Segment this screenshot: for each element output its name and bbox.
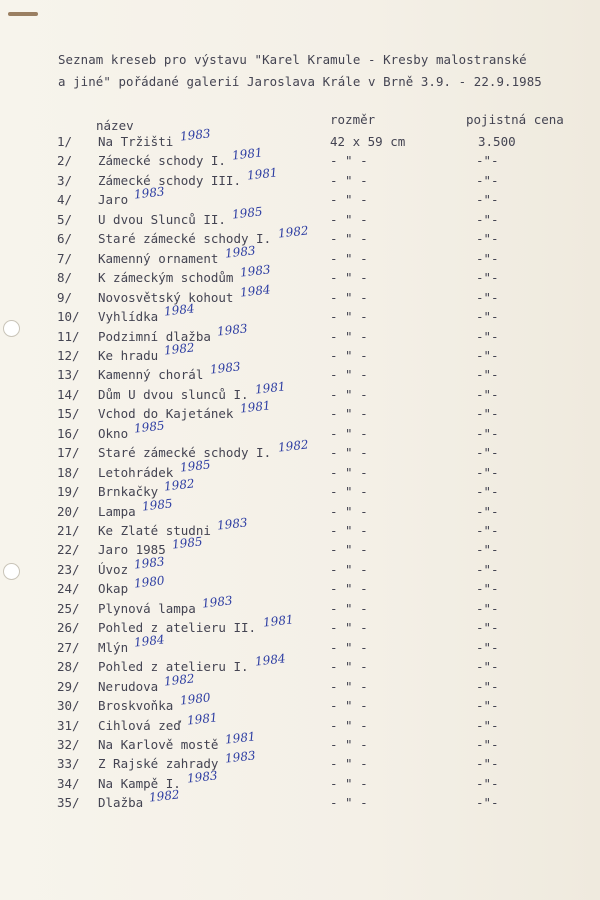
item-title: Ke hradu bbox=[98, 347, 159, 363]
item-number: 13/ bbox=[57, 367, 80, 383]
item-insurance-price: -"- bbox=[476, 639, 499, 655]
list-item bbox=[0, 709, 600, 738]
list-item bbox=[0, 632, 600, 660]
item-year-handwritten: 1982 bbox=[163, 671, 196, 689]
item-insurance-price: -"- bbox=[476, 386, 499, 402]
item-insurance-price: -"- bbox=[476, 192, 499, 208]
item-title: K zámeckým schodům bbox=[98, 270, 234, 286]
item-insurance-price: -"- bbox=[476, 581, 499, 597]
item-insurance-price: -"- bbox=[476, 231, 499, 247]
item-size: - " - bbox=[330, 231, 368, 247]
item-year-handwritten: 1981 bbox=[186, 709, 219, 728]
item-insurance-price: -"- bbox=[476, 484, 499, 500]
item-title: Staré zámecké schody I. bbox=[98, 445, 272, 461]
item-insurance-price: -"- bbox=[476, 600, 499, 616]
item-number: 4/ bbox=[57, 192, 73, 208]
item-title: Dlažba bbox=[98, 795, 144, 811]
item-size: - " - bbox=[330, 192, 368, 208]
item-title: Mlýn bbox=[98, 639, 129, 655]
item-number: 2/ bbox=[57, 153, 73, 169]
item-year-handwritten: 1983 bbox=[216, 515, 249, 533]
item-number: 30/ bbox=[57, 698, 80, 714]
item-year-handwritten: 1985 bbox=[171, 534, 204, 552]
item-title: Kamenný chorál bbox=[98, 367, 204, 383]
item-title: Pohled z atelieru I. bbox=[98, 659, 249, 675]
item-number: 21/ bbox=[57, 523, 80, 538]
list-item bbox=[0, 340, 600, 368]
item-size: - " - bbox=[330, 600, 368, 616]
item-number: 23/ bbox=[57, 561, 80, 577]
item-year-handwritten: 1981 bbox=[239, 398, 272, 416]
item-number: 24/ bbox=[57, 581, 80, 597]
item-year-handwritten: 1981 bbox=[261, 612, 294, 630]
item-size: - " - bbox=[330, 698, 368, 714]
item-insurance-price: -"- bbox=[476, 717, 499, 733]
item-year-handwritten: 1983 bbox=[133, 184, 166, 202]
list-item bbox=[0, 301, 600, 329]
item-title: Nerudova bbox=[98, 678, 159, 694]
item-size: - " - bbox=[330, 523, 368, 538]
item-number: 3/ bbox=[57, 172, 73, 188]
item-insurance-price: -"- bbox=[476, 464, 499, 480]
item-number: 6/ bbox=[57, 231, 73, 247]
item-title: Vyhlídka bbox=[98, 309, 159, 325]
item-number: 28/ bbox=[57, 659, 80, 675]
column-header-name: název bbox=[96, 118, 134, 133]
item-title: Cihlová zeď bbox=[98, 717, 181, 733]
item-size: - " - bbox=[330, 211, 368, 227]
item-insurance-price: -"- bbox=[476, 795, 499, 811]
item-year-handwritten: 1983 bbox=[239, 262, 272, 280]
item-insurance-price: -"- bbox=[476, 153, 499, 169]
item-year-handwritten: 1981 bbox=[254, 379, 287, 397]
item-number: 18/ bbox=[57, 464, 80, 480]
list-item bbox=[0, 534, 600, 562]
list-item bbox=[0, 593, 600, 621]
item-size: - " - bbox=[330, 367, 368, 383]
item-year-handwritten: 1982 bbox=[276, 223, 309, 241]
item-number: 8/ bbox=[57, 270, 73, 286]
item-year-handwritten: 1984 bbox=[239, 282, 272, 300]
item-title: Podzimní dlažba bbox=[98, 328, 211, 344]
list-item bbox=[0, 787, 600, 815]
list-item bbox=[0, 379, 600, 407]
list-item bbox=[0, 262, 600, 290]
item-number: 31/ bbox=[57, 717, 80, 733]
list-item bbox=[0, 126, 600, 154]
list-item bbox=[0, 768, 600, 796]
item-year-handwritten: 1983 bbox=[224, 748, 256, 766]
item-number: 17/ bbox=[57, 445, 80, 461]
item-year-handwritten: 1981 bbox=[231, 145, 264, 163]
item-year-handwritten: 1983 bbox=[186, 768, 219, 786]
item-number: 16/ bbox=[57, 425, 80, 441]
item-number: 5/ bbox=[57, 211, 73, 227]
list-item bbox=[0, 437, 600, 465]
item-insurance-price: -"- bbox=[476, 328, 499, 344]
item-year-handwritten: 1982 bbox=[163, 340, 196, 358]
item-size: - " - bbox=[330, 561, 368, 577]
item-year-handwritten: 1981 bbox=[224, 729, 256, 747]
item-size: - " - bbox=[330, 309, 368, 325]
item-size: - " - bbox=[330, 172, 368, 188]
item-title: Broskvoňka bbox=[98, 698, 174, 714]
item-number: 11/ bbox=[57, 328, 80, 344]
item-size: - " - bbox=[330, 484, 368, 500]
item-title: Novosvětský kohout bbox=[98, 289, 234, 305]
list-item bbox=[0, 320, 600, 349]
item-insurance-price: -"- bbox=[476, 678, 499, 694]
item-insurance-price: -"- bbox=[476, 425, 499, 441]
list-item bbox=[0, 476, 600, 504]
item-number: 25/ bbox=[57, 600, 80, 616]
item-number: 7/ bbox=[57, 250, 73, 266]
item-title: Lampa bbox=[98, 503, 136, 519]
item-year-handwritten: 1982 bbox=[163, 476, 196, 494]
item-year-handwritten: 1981 bbox=[246, 165, 279, 183]
list-item bbox=[0, 145, 600, 173]
item-title: Letohrádek bbox=[98, 464, 174, 480]
item-insurance-price: -"- bbox=[476, 172, 499, 188]
list-item bbox=[0, 184, 600, 212]
item-size: - " - bbox=[330, 775, 368, 791]
item-size: - " - bbox=[330, 639, 368, 655]
item-insurance-price: -"- bbox=[476, 503, 499, 519]
item-size: - " - bbox=[330, 445, 368, 461]
item-number: 14/ bbox=[57, 386, 80, 402]
list-item bbox=[0, 554, 600, 582]
item-size: - " - bbox=[330, 581, 368, 597]
item-insurance-price: -"- bbox=[476, 523, 499, 538]
item-year-handwritten: 1984 bbox=[133, 632, 166, 650]
item-title: Plynová lampa bbox=[98, 600, 196, 616]
item-number: 26/ bbox=[57, 620, 80, 636]
item-title: Na Kampě I. bbox=[98, 775, 181, 791]
item-title: Z Rajské zahrady bbox=[98, 756, 219, 772]
item-title: Jaro bbox=[98, 192, 129, 208]
list-item bbox=[0, 748, 600, 776]
list-item bbox=[0, 573, 600, 601]
item-insurance-price: -"- bbox=[476, 367, 499, 383]
column-header-size: rozměr bbox=[330, 112, 376, 127]
list-item bbox=[0, 729, 600, 757]
item-year-handwritten: 1985 bbox=[178, 457, 211, 475]
list-item bbox=[0, 398, 600, 426]
item-size: - " - bbox=[330, 717, 368, 733]
item-year-handwritten: 1984 bbox=[254, 651, 287, 669]
item-number: 27/ bbox=[57, 639, 80, 655]
item-size: - " - bbox=[330, 347, 368, 363]
list-item bbox=[0, 651, 600, 679]
item-insurance-price: -"- bbox=[476, 270, 499, 286]
item-insurance-price: -"- bbox=[476, 698, 499, 714]
item-size: - " - bbox=[330, 756, 368, 772]
item-insurance-price: -"- bbox=[476, 250, 499, 266]
item-size: - " - bbox=[330, 736, 368, 752]
item-year-handwritten: 1983 bbox=[201, 593, 234, 611]
item-year-handwritten: 1985 bbox=[141, 495, 173, 514]
item-title: Staré zámecké schody I. bbox=[98, 231, 272, 247]
list-item bbox=[0, 223, 600, 251]
item-title: Dům U dvou slunců I. bbox=[98, 386, 249, 402]
list-item bbox=[0, 243, 600, 271]
item-insurance-price: -"- bbox=[476, 775, 499, 791]
item-year-handwritten: 1983 bbox=[209, 359, 241, 377]
item-size: - " - bbox=[330, 503, 368, 519]
item-year-handwritten: 1985 bbox=[231, 204, 264, 222]
item-insurance-price: -"- bbox=[476, 620, 499, 636]
item-title: Kamenný ornament bbox=[98, 250, 219, 266]
item-year-handwritten: 1983 bbox=[216, 320, 249, 339]
item-insurance-price: -"- bbox=[476, 289, 499, 305]
item-year-handwritten: 1980 bbox=[178, 690, 211, 708]
item-number: 33/ bbox=[57, 756, 80, 772]
list-item bbox=[0, 495, 600, 524]
item-size: - " - bbox=[330, 289, 368, 305]
item-title: Ke Zlaté studni bbox=[98, 523, 211, 538]
item-insurance-price: -"- bbox=[476, 659, 499, 675]
item-insurance-price: -"- bbox=[476, 756, 499, 772]
item-size: - " - bbox=[330, 250, 368, 266]
item-size: - " - bbox=[330, 153, 368, 169]
item-year-handwritten: 1982 bbox=[148, 787, 181, 805]
item-title: Na Tržišti bbox=[98, 134, 174, 149]
staple-mark bbox=[8, 12, 38, 16]
list-item bbox=[0, 282, 600, 310]
document-title-line-2: a jiné" pořádané galerií Jaroslava Krále v Brně 3.9. - 22.9.1985 bbox=[58, 74, 542, 89]
item-number: 9/ bbox=[57, 289, 73, 305]
list-item bbox=[0, 612, 600, 640]
item-title: Jaro 1985 bbox=[98, 542, 166, 558]
item-year-handwritten: 1983 bbox=[224, 243, 256, 261]
item-number: 12/ bbox=[57, 347, 80, 363]
item-title: Úvoz bbox=[98, 561, 129, 577]
item-title: Zámecké schody III. bbox=[98, 172, 241, 188]
item-title: Vchod do Kajetánek bbox=[98, 406, 234, 422]
item-size: - " - bbox=[330, 270, 368, 286]
list-item bbox=[0, 515, 600, 543]
item-year-handwritten: 1985 bbox=[133, 418, 166, 436]
item-number: 34/ bbox=[57, 775, 80, 791]
item-insurance-price: -"- bbox=[476, 542, 499, 558]
item-year-handwritten: 1983 bbox=[178, 126, 211, 144]
item-number: 32/ bbox=[57, 736, 80, 752]
item-size: - " - bbox=[330, 425, 368, 441]
item-size: - " - bbox=[330, 620, 368, 636]
item-insurance-price: -"- bbox=[476, 211, 499, 227]
item-year-handwritten: 1980 bbox=[133, 573, 166, 591]
item-title: Zámecké schody I. bbox=[98, 153, 226, 169]
item-title: Na Karlově mostě bbox=[98, 736, 219, 752]
item-size: - " - bbox=[330, 659, 368, 675]
item-insurance-price: -"- bbox=[476, 309, 499, 325]
item-title: U dvou Slunců II. bbox=[98, 211, 226, 227]
item-insurance-price: -"- bbox=[476, 445, 499, 461]
item-number: 15/ bbox=[57, 406, 80, 422]
item-size: - " - bbox=[330, 406, 368, 422]
item-number: 35/ bbox=[57, 795, 80, 811]
item-number: 10/ bbox=[57, 309, 80, 325]
list-item bbox=[0, 359, 600, 387]
item-title: Pohled z atelieru II. bbox=[98, 620, 257, 636]
item-size: 42 x 59 cm bbox=[330, 134, 406, 149]
item-insurance-price: -"- bbox=[476, 406, 499, 422]
list-item bbox=[0, 690, 600, 718]
list-item bbox=[0, 671, 600, 699]
column-header-price: pojistná cena bbox=[466, 112, 564, 127]
item-year-handwritten: 1984 bbox=[163, 301, 196, 319]
item-number: 20/ bbox=[57, 503, 80, 519]
item-size: - " - bbox=[330, 464, 368, 480]
item-insurance-price: -"- bbox=[476, 347, 499, 363]
list-item bbox=[0, 457, 600, 485]
item-number: 22/ bbox=[57, 542, 80, 558]
document-title-line-1: Seznam kreseb pro výstavu "Karel Kramule - Kresby malostranské bbox=[58, 52, 527, 67]
item-number: 29/ bbox=[57, 678, 80, 694]
item-number: 1/ bbox=[57, 134, 73, 149]
item-insurance-price: -"- bbox=[476, 561, 499, 577]
item-title: Brnkačky bbox=[98, 484, 159, 500]
item-year-handwritten: 1982 bbox=[276, 437, 309, 455]
item-title: Okap bbox=[98, 581, 129, 597]
item-insurance-price: -"- bbox=[476, 736, 499, 752]
item-number: 19/ bbox=[57, 484, 80, 500]
item-size: - " - bbox=[330, 795, 368, 811]
item-size: - " - bbox=[330, 328, 368, 344]
item-size: - " - bbox=[330, 542, 368, 558]
item-insurance-price: 3.500 bbox=[478, 134, 516, 149]
item-year-handwritten: 1983 bbox=[133, 554, 166, 572]
item-title: Okno bbox=[98, 425, 129, 441]
item-size: - " - bbox=[330, 678, 368, 694]
item-size: - " - bbox=[330, 386, 368, 402]
list-item bbox=[0, 165, 600, 193]
